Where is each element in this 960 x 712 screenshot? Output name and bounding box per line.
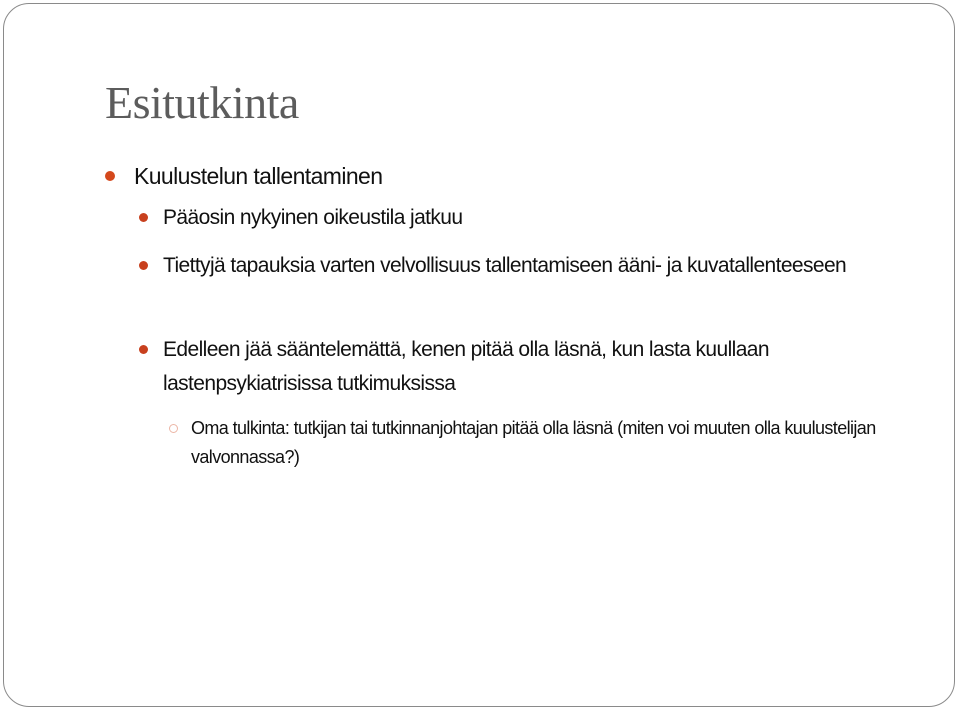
- bullet-text: Oma tulkinta: tutkijan tai tutkinnanjohtajan pitää olla läsnä (miten voi muuten olla kuulustelijan valvonnassa?): [191, 418, 876, 467]
- bullet-level2-item: [163, 201, 883, 235]
- bullet-text: Tiettyjä tapauksia varten velvollisuus tallentamiseen ääni- ja kuvatallenteeseen: [163, 254, 847, 277]
- bullet-text: Edelleen jää sääntelemättä, kenen pitää olla läsnä, kun lasta kuullaan lastenpsykiatrisissa tutkimuksissa: [163, 338, 769, 395]
- bullet-level2-item: [163, 333, 883, 401]
- bullet-ring-icon: [169, 424, 178, 433]
- bullet-level1-item: [134, 162, 894, 190]
- bullet-level2-item: [163, 249, 883, 283]
- bullet-text: Kuulustelun tallentaminen: [134, 163, 383, 189]
- bullet-dot-icon: [139, 345, 148, 354]
- bullet-text: Pääosin nykyinen oikeustila jatkuu: [163, 206, 463, 229]
- bullet-dot-icon: [139, 261, 148, 270]
- slide-title: Esitutkinta: [105, 77, 299, 128]
- bullet-dot-icon: [105, 171, 115, 181]
- bullet-level3-item: [191, 414, 891, 472]
- slide: [3, 3, 955, 707]
- bullet-dot-icon: [139, 213, 148, 222]
